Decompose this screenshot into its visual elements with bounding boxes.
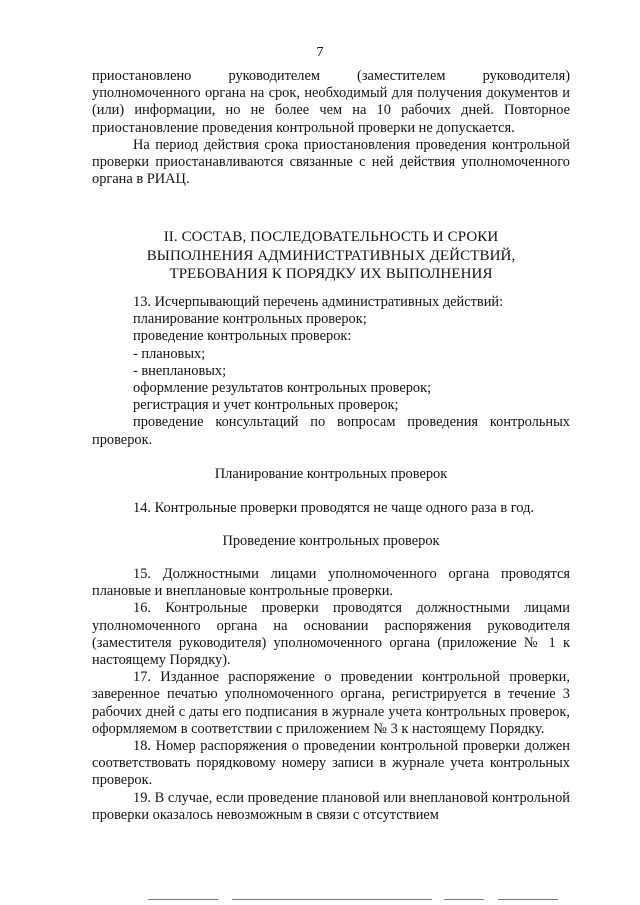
item-13-list-item: оформление результатов контрольных проверок; xyxy=(133,380,432,397)
scan-edge-line xyxy=(148,899,218,900)
section-heading-line-3: ТРЕБОВАНИЯ К ПОРЯДКУ ИХ ВЫПОЛНЕНИЯ xyxy=(169,266,493,282)
section-heading-line-2: ВЫПОЛНЕНИЯ АДМИНИСТРАТИВНЫХ ДЕЙСТВИЙ, xyxy=(146,247,516,264)
item-13-list-item: регистрация и учет контрольных проверок; xyxy=(133,397,399,414)
item-13-list-item: проведение контрольных проверок: xyxy=(133,328,352,345)
scan-edge-line xyxy=(444,899,484,900)
subheading-planning: Планирование контрольных проверок xyxy=(214,466,448,482)
scan-edge-line xyxy=(232,899,432,900)
item-17: 17. Изданное распоряжение о проведении контрольной проверки, заверенное печатью уполномоченного органа, регистрируется в течение 3 рабочих дней с даты его подписания в журнале учета контрольных проверок, оформляемом в соответствии с приложением № 3 к настоящему Порядку. xyxy=(92,669,570,737)
item-14-block xyxy=(92,500,570,517)
item-14: 14. Контрольные проверки проводятся не чаще одного раза в год. xyxy=(133,500,534,516)
item-16: 16. Контрольные проверки проводятся должностными лицами уполномоченного органа на основании распоряжения руководителя (заместителя руководителя) уполномоченного органа (приложение № 1 к настоящему Порядку). xyxy=(92,600,570,669)
item-19: 19. В случае, если проведение плановой или внеплановой контрольной проверки оказалось невозможным в связи с отсутствием xyxy=(92,789,570,823)
subheading-conduct: Проведение контрольных проверок xyxy=(222,533,440,549)
intro-block xyxy=(92,68,570,188)
items-15-19-block xyxy=(92,566,570,824)
section-heading-line-1: II. СОСТАВ, ПОСЛЕДОВАТЕЛЬНОСТЬ И СРОКИ xyxy=(163,229,499,245)
item-13-last: проведение консультаций по вопросам проведения контрольных проверок. xyxy=(92,414,570,448)
section-heading xyxy=(92,228,570,284)
page-number: 7 xyxy=(316,45,324,60)
item-13-list-item: - плановых; xyxy=(133,345,206,362)
item-13-intro: 13. Исчерпывающий перечень административных действий: xyxy=(133,294,504,310)
item-18: 18. Номер распоряжения о проведении контрольной проверки должен соответствовать порядковому номеру записи в журнале учета контрольных проверок. xyxy=(92,738,570,789)
item-15: 15. Должностными лицами уполномоченного органа проводятся плановые и внеплановые контрольные проверки. xyxy=(92,566,570,600)
item-13-block xyxy=(92,294,570,449)
intro-paragraph-suspension: На период действия срока приостановления проведения контрольной проверки приостанавливаются связанные с ней действия уполномоченного органа в РИАЦ. xyxy=(92,136,570,188)
scan-edge-line xyxy=(498,899,558,900)
intro-paragraph-continued: приостановлено руководителем (заместителем руководителя) уполномоченного органа на срок, необходимый для получения документов и (или) информации, но не более чем на 10 рабочих дней. Повторное приостановление проведения контрольной проверки не допускается. xyxy=(92,68,570,136)
item-13-list-item: - внеплановых; xyxy=(133,362,227,379)
item-13-list-item: планирование контрольных проверок; xyxy=(133,311,367,328)
